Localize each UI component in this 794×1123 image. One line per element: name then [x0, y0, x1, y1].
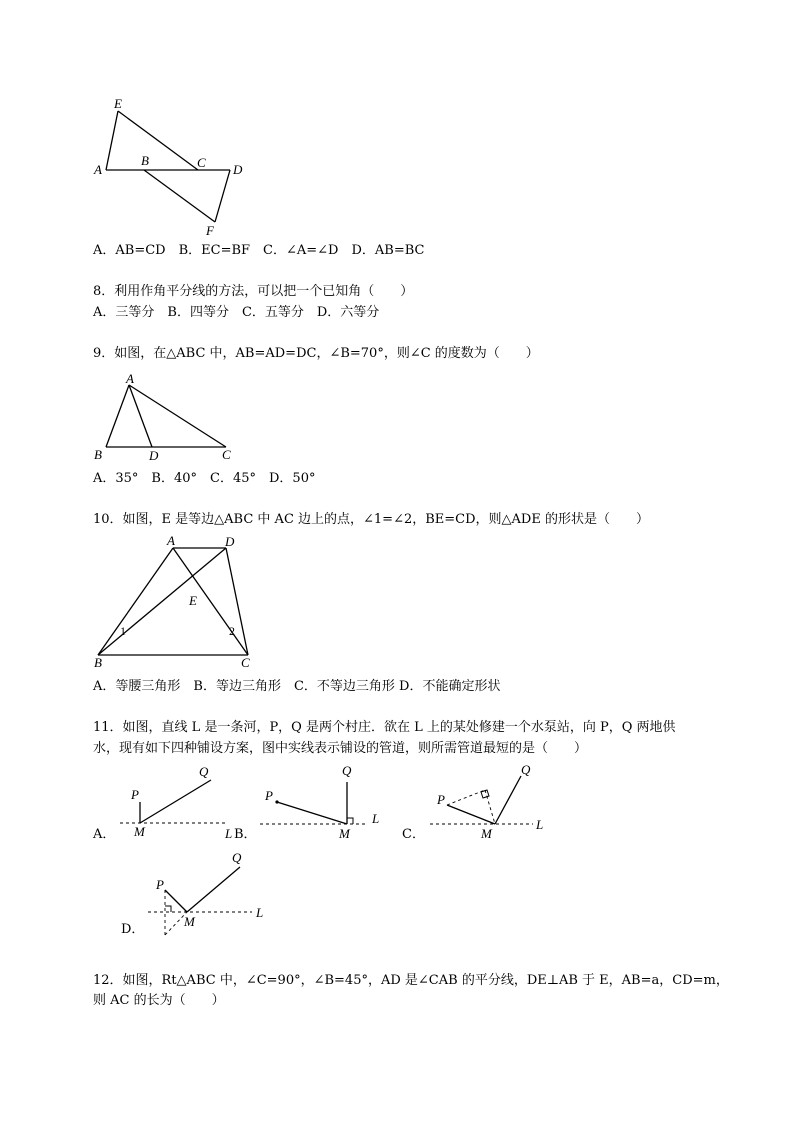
pipe-mq: [187, 867, 240, 912]
label-q: Q: [521, 762, 531, 777]
q7-options: A．AB=CD B．EC=BF C．∠A=∠D D．AB=BC: [93, 243, 425, 258]
q11-option-c-figure: [425, 760, 560, 845]
label-l: L: [256, 905, 264, 920]
q11-option-a-figure: [115, 760, 245, 845]
q8-stem: 8．利用作角平分线的方法，可以把一个已知角（ ）: [93, 284, 414, 299]
segment-df: [215, 170, 230, 222]
q11-option-d: D．: [121, 922, 145, 937]
pipe-pm: [277, 802, 347, 824]
perpendicular-line: [447, 790, 485, 805]
label-b: B: [94, 655, 102, 670]
label-q: Q: [199, 764, 209, 779]
label-p: P: [156, 877, 164, 892]
label-m: M: [339, 826, 350, 841]
q9-options: A．35° B．40° C．45° D．50°: [93, 471, 316, 486]
q11-option-c: C．: [402, 827, 425, 842]
q7-figure: [90, 95, 250, 240]
segment-bf: [144, 170, 215, 222]
q11-option-d-figure: [140, 845, 280, 940]
label-q: Q: [232, 850, 242, 865]
q12-stem-line2: 则 AC 的长为（ ）: [93, 993, 225, 1008]
segment-ec: [118, 111, 198, 170]
label-c: C: [241, 655, 250, 670]
q12-stem-line1: 12．如图，Rt△ABC 中，∠C=90°，∠B=45°，AD 是∠CAB 的平分线，DE⊥AB 于 E，AB=a，CD=m，: [93, 973, 729, 988]
q11-stem-line1: 11．如图，直线 L 是一条河，P，Q 是两个村庄．欲在 L 上的某处修建一个水泵站，向 P，Q 两地供: [93, 720, 676, 735]
q8-options: A．三等分 B．四等分 C．五等分 D．六等分: [93, 305, 380, 320]
q10-stem: 10．如图，E 是等边△ABC 中 AC 边上的点，∠1=∠2，BE=CD，则△ADE 的形状是（ ）: [93, 512, 649, 527]
pipe-pm: [447, 805, 495, 824]
label-d: D: [149, 448, 159, 463]
label-l: L: [225, 826, 233, 841]
label-m: M: [134, 824, 145, 839]
q9-stem: 9．如图，在△ABC 中，AB=AD=DC，∠B=70°，则∠C 的度数为（ ）: [93, 346, 539, 361]
q9-figure: [90, 370, 250, 465]
q11-stem-line2: 水，现有如下四种铺设方案，图中实线表示铺设的管道，则所需管道最短的是（ ）: [93, 741, 588, 756]
angle-label-2: 2: [229, 624, 235, 638]
q11-option-b-figure: [255, 760, 395, 845]
label-p: P: [437, 792, 445, 807]
segment-ab: [106, 385, 129, 447]
q11-option-b: B．: [234, 827, 257, 842]
label-e: E: [189, 593, 197, 608]
label-f: F: [206, 223, 214, 238]
pipe-mq: [495, 776, 521, 824]
label-m: M: [481, 826, 492, 841]
q10-options: A．等腰三角形 B．等边三角形 C．不等边三角形 D．不能确定形状: [93, 679, 501, 694]
right-angle-mark: [347, 818, 353, 824]
q11-option-a: A．: [93, 827, 116, 842]
segment-ad: [129, 385, 152, 447]
label-q: Q: [342, 763, 352, 778]
right-angle-mark: [165, 906, 171, 912]
q10-figure: [90, 535, 270, 670]
label-m: M: [184, 914, 195, 929]
label-d: D: [225, 534, 235, 549]
label-c: C: [197, 155, 206, 170]
label-c: C: [222, 447, 231, 462]
label-a: A: [94, 162, 102, 177]
segment-ae: [106, 111, 118, 170]
pipe-mq: [140, 780, 211, 823]
label-p: P: [131, 787, 139, 802]
angle-label-1: 1: [120, 624, 126, 638]
label-l: L: [536, 817, 544, 832]
label-d: D: [233, 162, 243, 177]
segment-ac: [129, 385, 226, 447]
pipe-pm: [165, 890, 187, 912]
point-p: [275, 800, 278, 803]
label-a: A: [167, 533, 175, 548]
label-p: P: [265, 788, 273, 803]
label-b: B: [141, 153, 149, 168]
label-l: L: [372, 811, 380, 826]
label-a: A: [126, 371, 134, 386]
label-b: B: [94, 447, 102, 462]
perpendicular-foot: [485, 790, 495, 824]
label-e: E: [114, 96, 122, 111]
